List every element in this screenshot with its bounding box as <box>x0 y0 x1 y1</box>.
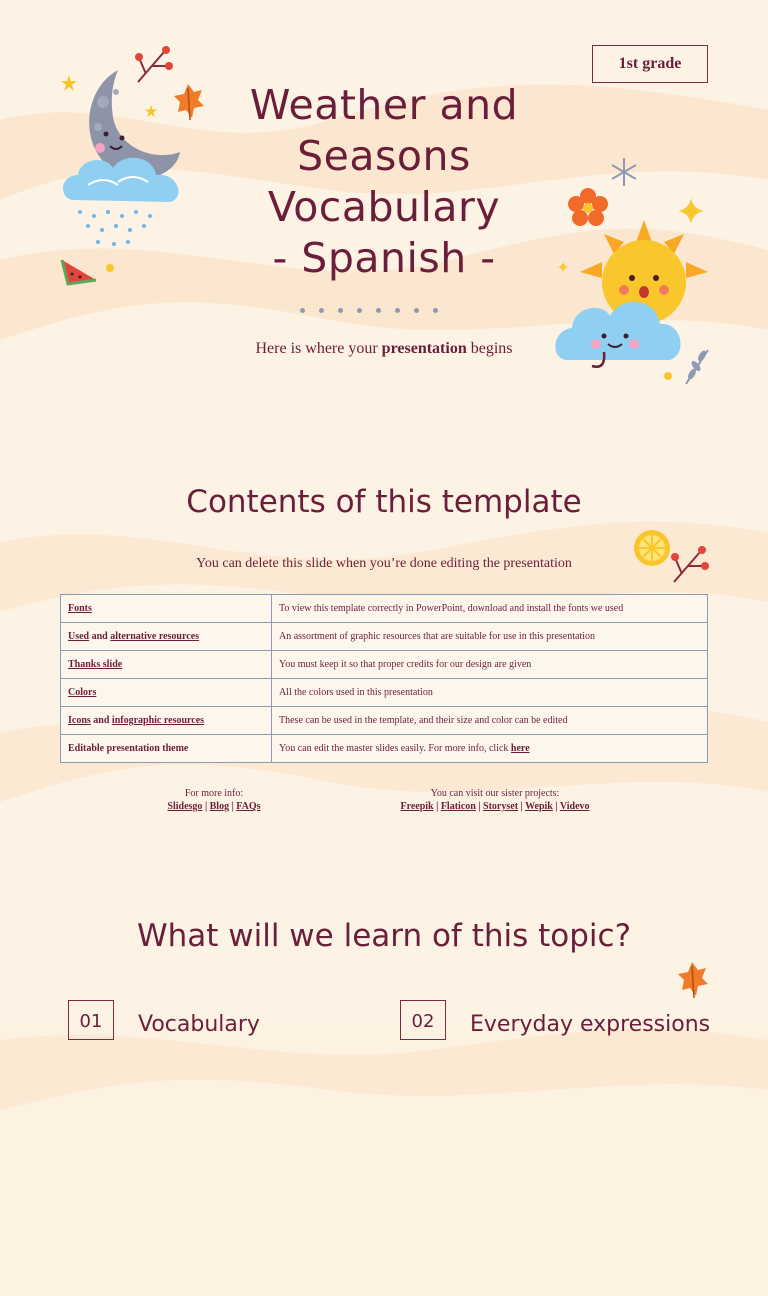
alternative-resources-link[interactable]: alternative resources <box>110 631 200 642</box>
row-description: You can edit the master slides easily. For more info, click here <box>272 735 708 763</box>
title-line-3: Vocabulary <box>267 183 501 231</box>
dot-divider <box>300 308 438 313</box>
slidesgo-link[interactable]: Slidesgo <box>167 801 203 812</box>
learn-item-expressions: Everyday expressions <box>470 1012 711 1037</box>
used-link[interactable]: Used <box>68 631 90 642</box>
more-info: For more info: Slidesgo | Blog | FAQs <box>134 788 294 812</box>
title-slide <box>0 0 768 432</box>
star-icon <box>60 74 78 92</box>
title-line-4: - Spanish - <box>272 234 496 282</box>
wepik-link[interactable]: Wepik <box>525 801 553 812</box>
leaf-icon <box>172 82 206 122</box>
cloud-icon <box>58 150 188 250</box>
table-row: Icons and infographic resources These can be used in the template, and their size and color can be edited <box>61 707 708 735</box>
faqs-link[interactable]: FAQs <box>236 801 261 812</box>
contents-slide <box>0 432 768 864</box>
infographic-resources-link[interactable]: infographic resources <box>111 715 205 726</box>
here-link[interactable]: here <box>510 743 530 754</box>
table-row <box>61 595 708 623</box>
star-icon <box>144 104 158 118</box>
icons-link[interactable]: Icons <box>68 715 91 726</box>
storyset-link[interactable]: Storyset <box>483 801 519 812</box>
row-description: All the colors used in this presentation <box>272 679 708 707</box>
learn-title: What will we learn of this topic? <box>136 918 632 954</box>
subtitle: Here is where your presentation begins <box>255 340 513 357</box>
sister-label: You can visit our sister projects: <box>430 788 560 799</box>
title-line-1: Weather and <box>249 81 519 129</box>
dot-decoration <box>106 264 114 272</box>
cloud-icon <box>552 288 686 368</box>
item-number-02: 02 <box>400 1000 446 1040</box>
thanks-slide-link[interactable]: Thanks slide <box>68 659 123 670</box>
watermelon-icon <box>58 250 100 286</box>
colors-link[interactable]: Colors <box>68 687 97 698</box>
main-title <box>214 80 554 284</box>
learn-slide <box>0 864 768 1037</box>
leaf-branch-icon <box>682 346 712 386</box>
table-row: Used and alternative resources An assortment of graphic resources that are suitable for use in this presentation <box>61 623 708 651</box>
contents-title: Contents of this template <box>186 484 582 520</box>
row-description: These can be used in the template, and their size and color can be edited <box>272 707 708 735</box>
table-row <box>61 679 708 707</box>
blog-link[interactable]: Blog <box>209 801 230 812</box>
freepik-link[interactable]: Freepik <box>400 801 434 812</box>
dot-decoration <box>664 372 672 380</box>
more-info-label: For more info: <box>184 788 244 799</box>
row-description: You must keep it so that proper credits for our design are given <box>272 651 708 679</box>
resources-table <box>60 594 708 763</box>
snowflake-icon <box>608 156 640 188</box>
grade-badge: 1st grade <box>592 45 708 83</box>
lemon-icon <box>632 528 672 568</box>
leaf-icon <box>676 960 710 1000</box>
editable-theme-label: Editable presentation theme <box>68 743 189 754</box>
videvo-link[interactable]: Videvo <box>559 801 590 812</box>
sister-projects: You can visit our sister projects: Freepik | Flaticon | Storyset | Wepik | Videvo <box>370 788 620 812</box>
berry-branch-icon <box>670 544 710 586</box>
fonts-link[interactable]: Fonts <box>68 603 92 614</box>
contents-subtitle: You can delete this slide when you’re done editing the presentation <box>196 556 572 571</box>
table-row <box>61 735 708 763</box>
row-description: An assortment of graphic resources that are suitable for use in this presentation <box>272 623 708 651</box>
dot-decoration <box>558 262 568 272</box>
table-row <box>61 651 708 679</box>
title-line-2: Seasons <box>297 132 471 180</box>
flaticon-link[interactable]: Flaticon <box>440 801 476 812</box>
learn-item-vocabulary: Vocabulary <box>138 1012 260 1037</box>
row-description: To view this template correctly in PowerPoint, download and install the fonts we used <box>272 595 708 623</box>
berry-branch-icon <box>134 44 174 86</box>
item-number-01: 01 <box>68 1000 114 1040</box>
